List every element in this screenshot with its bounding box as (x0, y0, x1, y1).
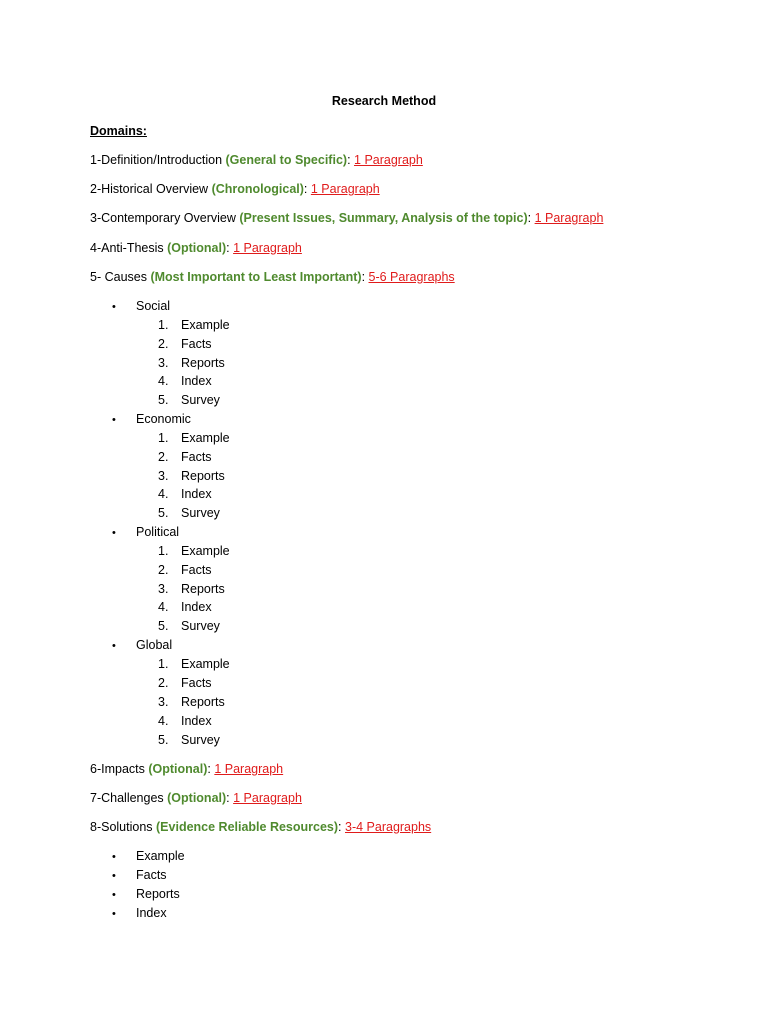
section-note: (Chronological) (211, 182, 304, 196)
bullet-icon: • (112, 640, 116, 652)
list-number: 1. (158, 318, 169, 332)
section-note: (Optional) (148, 762, 208, 776)
list-number: 2. (158, 450, 169, 464)
bullet-icon: • (112, 301, 116, 313)
domains-heading: Domains: (90, 124, 147, 138)
section-prefix: 6-Impacts (90, 762, 149, 776)
list-item (158, 599, 212, 615)
list-item-text: Survey (181, 733, 220, 747)
list-item (112, 867, 167, 884)
list-item (158, 675, 212, 691)
section-sep: : (527, 211, 535, 225)
list-number: 4. (158, 374, 169, 388)
list-item-text: Facts (181, 450, 212, 464)
list-item (158, 449, 212, 465)
section-prefix: 1-Definition/Introduction (90, 153, 226, 167)
list-item-text: Index (181, 600, 212, 614)
list-item-text: Survey (181, 506, 220, 520)
list-item-text: Facts (181, 676, 212, 690)
list-number: 1. (158, 431, 169, 445)
list-item (158, 656, 230, 672)
list-item-text: Reports (181, 469, 225, 483)
section-sep: : (338, 820, 345, 834)
list-number: 2. (158, 676, 169, 690)
list-item (158, 543, 230, 559)
list-item-text: Example (181, 431, 230, 445)
list-item-text: Index (181, 714, 212, 728)
list-item-text: Index (136, 906, 167, 920)
section-length: 1 Paragraph (214, 762, 284, 776)
list-item (158, 468, 225, 484)
list-item-text: Example (181, 318, 230, 332)
list-item-text: Index (181, 374, 212, 388)
page-title: Research Method (331, 94, 437, 108)
list-item-text: Reports (136, 887, 180, 901)
list-item-text: Facts (181, 337, 212, 351)
section-sep: : (207, 762, 215, 776)
section-sep: : (226, 241, 234, 255)
list-item (158, 373, 212, 389)
list-item-text: Example (136, 849, 185, 863)
cause-bullet-global (112, 637, 172, 654)
list-number: 5. (158, 733, 169, 747)
list-item (112, 886, 180, 903)
list-item-text: Example (181, 657, 230, 671)
section-length: 1 Paragraph (233, 791, 302, 805)
section-prefix: 5- Causes (90, 270, 151, 284)
list-item (158, 486, 212, 502)
list-number: 3. (158, 356, 169, 370)
list-item-text: Survey (181, 619, 220, 633)
section-length: 1 Paragraph (534, 211, 604, 225)
list-item (158, 694, 225, 710)
list-number: 4. (158, 600, 169, 614)
section-3 (90, 210, 603, 226)
section-note: (Present Issues, Summary, Analysis of the topic) (239, 211, 528, 225)
list-number: 5. (158, 393, 169, 407)
section-sep: : (347, 153, 355, 167)
list-item-text: Reports (181, 582, 225, 596)
cause-bullet-social (112, 298, 170, 315)
bullet-icon: • (112, 870, 116, 882)
list-item (158, 317, 230, 333)
bullet-icon: • (112, 527, 116, 539)
cause-label: Global (136, 638, 173, 652)
list-number: 1. (158, 544, 169, 558)
section-8 (90, 819, 431, 835)
section-note: (Optional) (167, 791, 227, 805)
bullet-icon: • (112, 851, 116, 863)
section-sep: : (361, 270, 369, 284)
list-item (158, 713, 212, 729)
section-prefix: 3-Contemporary Overview (90, 211, 240, 225)
cause-bullet-economic (112, 411, 191, 428)
list-item (112, 848, 185, 865)
section-note: (Most Important to Least Important) (150, 270, 362, 284)
list-number: 3. (158, 695, 169, 709)
section-sep: : (303, 182, 311, 196)
list-number: 3. (158, 582, 169, 596)
section-note: (Optional) (167, 241, 227, 255)
list-item (158, 562, 212, 578)
bullet-icon: • (112, 889, 116, 901)
section-5 (90, 269, 455, 285)
list-number: 3. (158, 469, 169, 483)
list-item (158, 355, 225, 371)
list-item (158, 336, 212, 352)
section-prefix: 4-Anti-Thesis (90, 241, 168, 255)
list-item (158, 430, 230, 446)
bullet-icon: • (112, 908, 116, 920)
section-1 (90, 152, 423, 168)
cause-bullet-political (112, 524, 179, 541)
list-number: 4. (158, 714, 169, 728)
section-sep: : (226, 791, 234, 805)
list-number: 5. (158, 619, 169, 633)
list-item-text: Survey (181, 393, 220, 407)
bullet-icon: • (112, 414, 116, 426)
list-number: 4. (158, 487, 169, 501)
section-prefix: 8-Solutions (90, 820, 157, 834)
section-prefix: 7-Challenges (90, 791, 168, 805)
list-number: 1. (158, 657, 169, 671)
section-length: 1 Paragraph (354, 153, 423, 167)
section-note: (Evidence Reliable Resources) (156, 820, 339, 834)
list-number: 2. (158, 337, 169, 351)
list-item (158, 581, 225, 597)
list-item-text: Facts (181, 563, 212, 577)
list-number: 5. (158, 506, 169, 520)
section-length: 1 Paragraph (233, 241, 302, 255)
section-length: 3-4 Paragraphs (345, 820, 432, 834)
section-length: 1 Paragraph (310, 182, 380, 196)
section-7 (90, 790, 302, 806)
list-item-text: Reports (181, 356, 225, 370)
section-prefix: 2-Historical Overview (90, 182, 212, 196)
cause-label: Political (136, 525, 180, 539)
list-item-text: Facts (136, 868, 167, 882)
list-item (158, 732, 220, 748)
list-item (158, 392, 220, 408)
list-number: 2. (158, 563, 169, 577)
list-item (158, 505, 220, 521)
list-item-text: Index (181, 487, 212, 501)
list-item (158, 618, 220, 634)
list-item-text: Example (181, 544, 230, 558)
section-note: (General to Specific) (225, 153, 348, 167)
section-length: 5-6 Paragraphs (368, 270, 455, 284)
cause-label: Social (136, 299, 171, 313)
section-2 (90, 181, 380, 197)
section-4 (90, 240, 302, 256)
list-item-text: Reports (181, 695, 225, 709)
list-item (112, 905, 167, 922)
section-6 (90, 761, 283, 777)
cause-label: Economic (136, 412, 191, 426)
